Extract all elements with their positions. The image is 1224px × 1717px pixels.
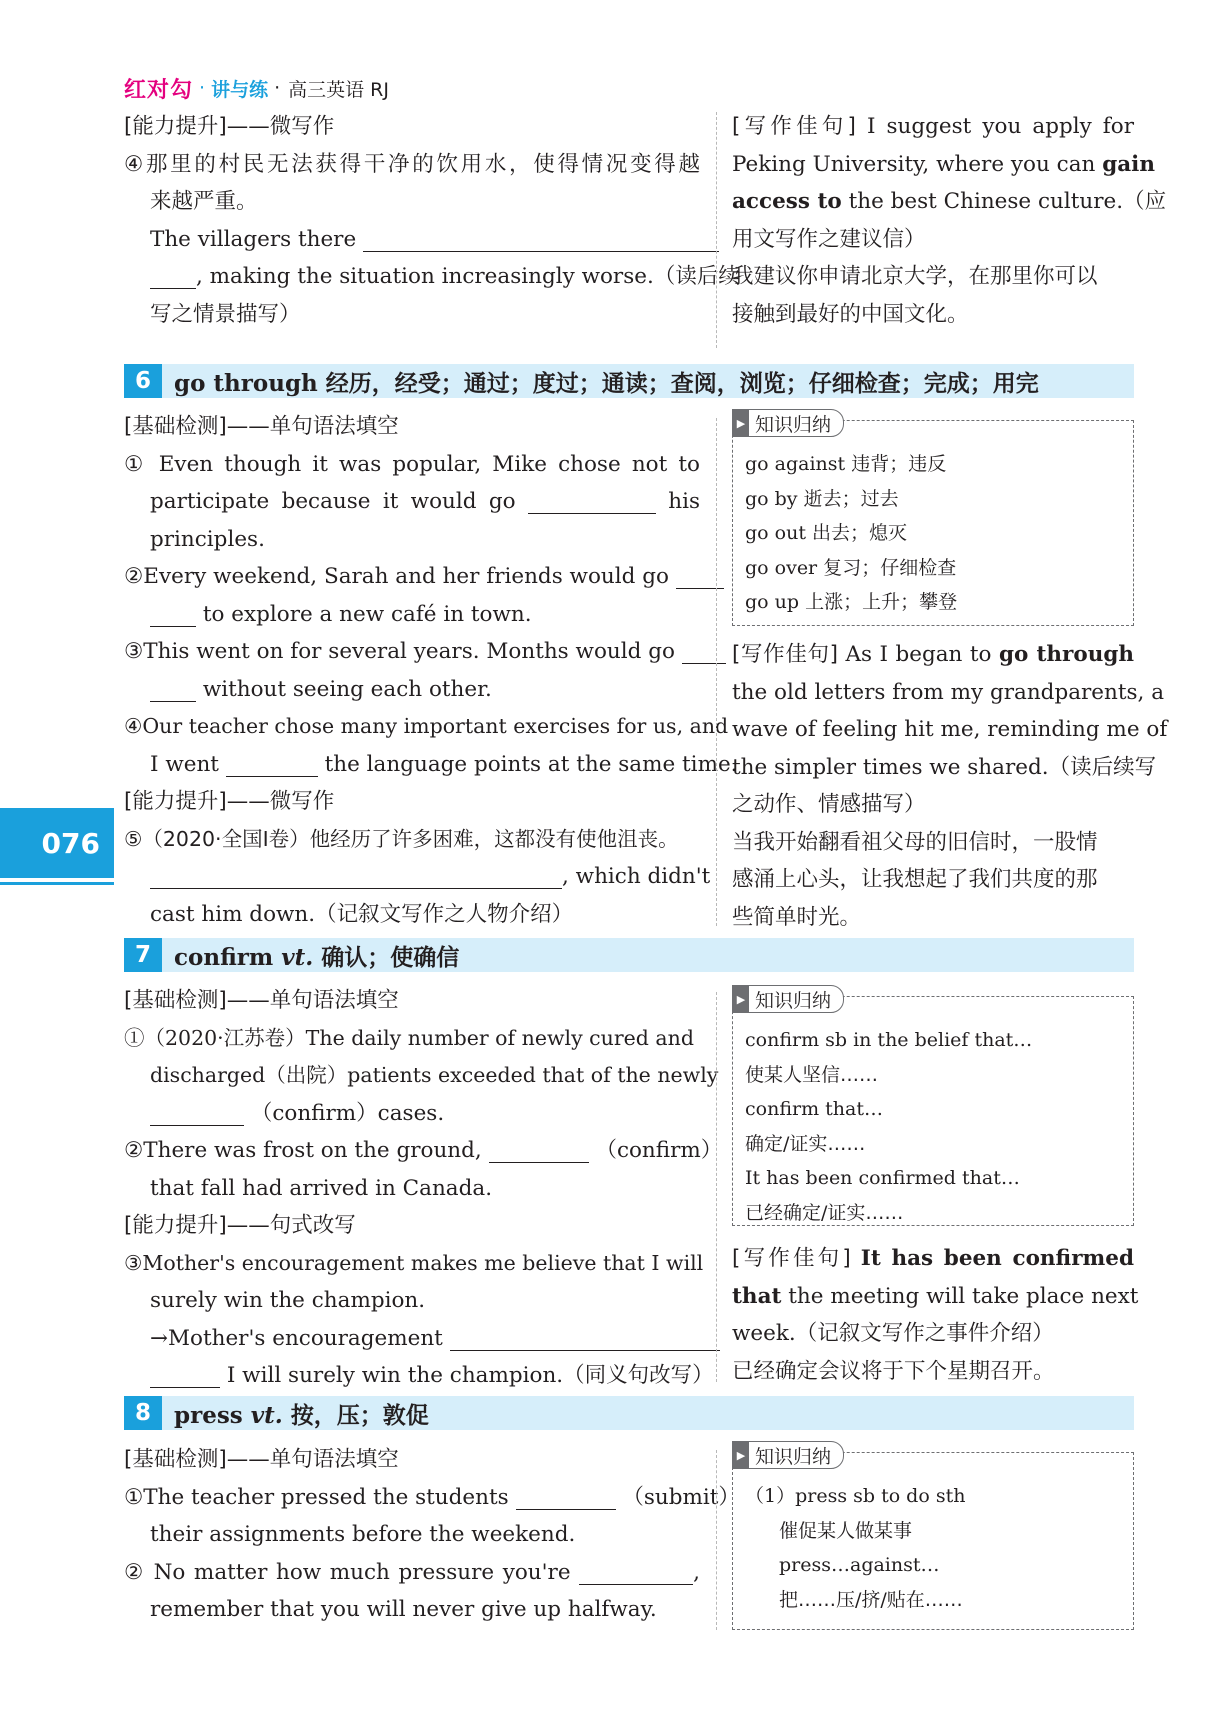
page-header: 红对勾 · 讲与练 · 高三英语 RJ — [124, 72, 389, 104]
sentence-text: 接触到最好的中国文化。 — [732, 301, 969, 327]
exercise-text: that fall had arrived in Canada. — [150, 1175, 493, 1201]
exercise-text: their assignments before the weekend. — [150, 1522, 576, 1547]
exercise-text: ① Even though it was popular, Mike chose not to — [124, 451, 700, 477]
answer-blank[interactable] — [579, 1562, 693, 1585]
knowledge-item: 把……压/挤/贴在…… — [779, 1588, 963, 1611]
exercise-line: without seeing each other. — [124, 671, 700, 709]
knowledge-label: ▶ 知识归纳 — [732, 409, 844, 437]
brand-logo: 红对勾 — [124, 77, 194, 103]
knowledge-box-7 — [732, 989, 1134, 1226]
exercise-text: ④Our teacher chose many important exercises for us, and — [124, 714, 729, 738]
exercise-line: , which didn't — [124, 858, 700, 896]
sentence-text: 感涌上心头，让我想起了我们共度的那 — [732, 867, 1098, 892]
sentence-text: 之动作、情感描写） — [732, 792, 926, 817]
block5-right — [732, 108, 1167, 333]
exercise-text: discharged（出院）patients exceeded that of the newly — [150, 1063, 719, 1087]
basic-tag: [基础检测]——单句语法填空 — [124, 414, 399, 439]
answer-blank[interactable] — [150, 679, 196, 702]
exercise-line: to explore a new café in town. — [124, 596, 700, 634]
knowledge-box-6 — [732, 413, 1134, 626]
section-number: 8 — [124, 1396, 162, 1430]
exercise-text: surely win the champion. — [150, 1288, 426, 1313]
answer-blank[interactable] — [226, 754, 318, 777]
sentence-line: Peking University, where you can gain — [732, 151, 1155, 177]
section-title: press vt. 按，压；敦促 — [174, 1401, 429, 1429]
exercise-line: →Mother's encouragement — [124, 1320, 700, 1358]
section-6-sentence — [732, 636, 1168, 936]
exercise-text: ⑤（2020·全国Ⅰ卷）他经历了许多困难，这都没有使他沮丧。 — [124, 826, 679, 851]
answer-blank[interactable] — [150, 267, 196, 290]
section-8-bar — [124, 1396, 1134, 1430]
ability-tag: [能力提升]——句式改写 — [124, 1213, 356, 1238]
triangle-icon: ▶ — [733, 986, 749, 1012]
triangle-icon: ▶ — [733, 410, 749, 436]
book-name: 高三英语 RJ — [288, 78, 389, 101]
section-6-exercises — [124, 408, 738, 933]
column-divider — [716, 418, 717, 926]
exercise-line: The villagers there — [124, 221, 700, 259]
series-name: 讲与练 — [211, 78, 269, 101]
answer-blank[interactable] — [150, 1103, 244, 1126]
exercise-line: ②Every weekend, Sarah and her friends would go — [124, 558, 700, 596]
page-number-tab: 076 — [0, 808, 114, 878]
knowledge-item: go against 违背；违反 — [745, 453, 947, 475]
knowledge-item: It has been confirmed that… — [745, 1167, 1020, 1189]
section-title: go through 经历，经受；通过；度过；通读；查阅，浏览；仔细检查；完成；用完 — [174, 369, 1039, 397]
sentence-text: 些简单时光。 — [732, 904, 862, 930]
sentence-text: 用文写作之建议信） — [732, 226, 926, 252]
exercise-line: ①The teacher pressed the students （submit） — [124, 1484, 740, 1510]
ability-tag: [能力提升]——微写作 — [124, 114, 335, 139]
section-8-exercises — [124, 1441, 740, 1629]
sentence-text: the old letters from my grandparents, a — [732, 679, 1165, 705]
section-number: 6 — [124, 364, 162, 398]
sentence-line: [写作佳句] It has been confirmed — [732, 1246, 1134, 1271]
column-divider — [716, 1450, 717, 1630]
knowledge-item: 确定/证实…… — [745, 1132, 866, 1155]
exercise-text: remember that you will never give up halfway. — [150, 1597, 657, 1622]
column-divider — [716, 112, 717, 348]
header-separator: · — [199, 77, 206, 99]
exercise-line: I will surely win the champion.（同义句改写） — [124, 1357, 700, 1395]
answer-blank[interactable] — [489, 1141, 589, 1164]
exercise-line: , making the situation increasingly worse.（读后续 — [124, 258, 700, 296]
answer-blank[interactable] — [528, 492, 656, 515]
exercise-text: ①（2020·江苏卷）The daily number of newly cured and — [124, 1025, 694, 1050]
knowledge-item: go up 上涨；上升；攀登 — [745, 591, 958, 613]
exercise-line: ③This went on for several years. Months would go — [124, 633, 700, 671]
sentence-line: that the meeting will take place next — [732, 1283, 1139, 1309]
exercise-text: ③Mother's encouragement makes me believe that I will — [124, 1250, 704, 1275]
ability-tag: [能力提升]——微写作 — [124, 789, 335, 814]
knowledge-item: 使某人坚信…… — [745, 1063, 879, 1086]
section-7-sentence — [732, 1240, 1139, 1390]
knowledge-item: confirm sb in the belief that… — [745, 1029, 1033, 1051]
section-7-bar — [124, 938, 1134, 972]
sentence-line: [写作佳句] I suggest you apply for — [732, 114, 1134, 139]
section-title: confirm vt. 确认；使确信 — [174, 943, 460, 971]
knowledge-item: press…against… — [779, 1554, 940, 1576]
sentence-line: access to the best Chinese culture.（应 — [732, 189, 1167, 214]
page-tab-rule — [0, 882, 114, 885]
section-7-exercises — [124, 982, 723, 1395]
sentence-line: the simpler times we shared.（读后续写 — [732, 754, 1157, 780]
answer-blank[interactable] — [450, 1328, 720, 1351]
knowledge-item: （1）press sb to do sth — [745, 1485, 966, 1507]
knowledge-item: go over 复习；仔细检查 — [745, 556, 957, 579]
exercise-text: 写之情景描写） — [150, 301, 301, 327]
basic-tag: [基础检测]——单句语法填空 — [124, 1447, 399, 1472]
exercise-text: 来越严重。 — [150, 189, 258, 214]
exercise-line: ②There was frost on the ground, （confirm） — [124, 1138, 723, 1163]
sentence-text: 我建议你申请北京大学，在那里你可以 — [732, 264, 1098, 289]
knowledge-label: ▶ 知识归纳 — [732, 985, 844, 1013]
sentence-text: 已经确定会议将于下个星期召开。 — [732, 1358, 1055, 1384]
answer-blank[interactable] — [150, 867, 562, 890]
sentence-text: 当我开始翻看祖父母的旧信时，一股情 — [732, 829, 1098, 855]
exercise-line: cast him down.（记叙文写作之人物介绍） — [150, 901, 574, 927]
sentence-text: wave of feeling hit me, reminding me of — [732, 717, 1168, 742]
knowledge-item: go out 出去；熄灭 — [745, 522, 908, 544]
section-number: 7 — [124, 938, 162, 972]
exercise-line: ② No matter how much pressure you're , — [124, 1559, 700, 1585]
answer-blank[interactable] — [150, 604, 196, 627]
knowledge-item: 已经确定/证实…… — [745, 1201, 904, 1224]
answer-blank[interactable] — [363, 229, 719, 252]
section-6-bar — [124, 364, 1134, 398]
exercise-text: ④那里的村民无法获得干净的饮用水，使得情况变得越 — [124, 151, 700, 177]
knowledge-item: 催促某人做某事 — [779, 1519, 913, 1542]
answer-blank[interactable] — [682, 642, 726, 665]
exercise-text: principles. — [150, 526, 265, 552]
knowledge-box-8 — [732, 1445, 1134, 1630]
knowledge-label: ▶ 知识归纳 — [732, 1441, 844, 1469]
knowledge-item: confirm that… — [745, 1098, 883, 1120]
exercise-line: （confirm）cases. — [124, 1095, 700, 1133]
block5-left — [124, 108, 740, 333]
exercise-line: participate because it would go his — [150, 489, 700, 514]
answer-blank[interactable] — [516, 1487, 616, 1510]
knowledge-item: go by 逝去；过去 — [745, 487, 899, 510]
triangle-icon: ▶ — [733, 1442, 749, 1468]
answer-blank[interactable] — [150, 1366, 220, 1389]
basic-tag: [基础检测]——单句语法填空 — [124, 988, 399, 1013]
sentence-line: week.（记叙文写作之事件介绍） — [732, 1321, 1054, 1346]
exercise-line: I went the language points at the same time. — [150, 751, 738, 777]
sentence-line: [写作佳句] As I began to go through — [732, 642, 1134, 667]
column-divider — [716, 992, 717, 1382]
